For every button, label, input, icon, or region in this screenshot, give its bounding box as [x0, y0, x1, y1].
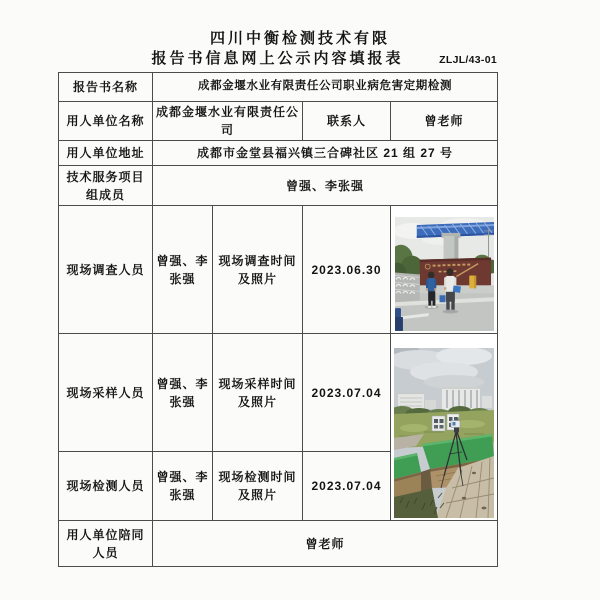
contact-value: 曾老师 — [391, 102, 498, 141]
contact-label: 联系人 — [303, 102, 391, 141]
sampling-personnel-label: 现场采样人员 — [59, 334, 153, 452]
table-row — [59, 73, 498, 102]
report-name-label: 报告书名称 — [59, 73, 153, 102]
doc-code: ZLJL/43-01 — [439, 54, 497, 66]
testing-personnel-label: 现场检测人员 — [59, 452, 153, 521]
employer-name-label: 用人单位名称 — [59, 102, 153, 141]
employer-address-label: 用人单位地址 — [59, 141, 153, 166]
sampling-photo-cell — [391, 334, 498, 521]
site-entrance-group-photo — [395, 217, 494, 331]
form-title: 报告书信息网上公示内容填报表 — [151, 50, 404, 67]
table-row — [59, 102, 498, 141]
survey-personnel-label: 现场调查人员 — [59, 206, 153, 334]
survey-date: 2023.06.30 — [303, 206, 391, 334]
report-name-value: 成都金堰水业有限责任公司职业病危害定期检测 — [153, 73, 498, 102]
sampling-personnel-value: 曾强、李张强 — [153, 334, 213, 452]
escort-label: 用人单位陪同人员 — [59, 521, 153, 567]
escort-value: 曾老师 — [153, 521, 498, 567]
table-row — [59, 334, 498, 452]
report-info-table — [58, 72, 498, 567]
survey-photo-cell — [391, 206, 498, 334]
survey-time-label: 现场调查时间及照片 — [213, 206, 303, 334]
outdoor-sampling-tripod-photo — [394, 348, 494, 518]
employer-name-value: 成都金堰水业有限责任公司 — [153, 102, 303, 141]
org-title: 四川中衡检测技术有限 — [209, 30, 390, 47]
table-row — [59, 141, 498, 166]
sampling-time-label: 现场采样时间及照片 — [213, 334, 303, 452]
testing-date: 2023.07.04 — [303, 452, 391, 521]
table-row — [59, 206, 498, 334]
employer-address-value: 成都市金堂县福兴镇三合碑社区 21 组 27 号 — [153, 141, 498, 166]
team-value: 曾强、李张强 — [153, 166, 498, 206]
testing-personnel-value: 曾强、李张强 — [153, 452, 213, 521]
testing-time-label: 现场检测时间及照片 — [213, 452, 303, 521]
sampling-date: 2023.07.04 — [303, 334, 391, 452]
table-row — [59, 166, 498, 206]
table-row — [59, 521, 498, 567]
survey-personnel-value: 曾强、李张强 — [153, 206, 213, 334]
team-label: 技术服务项目组成员 — [59, 166, 153, 206]
